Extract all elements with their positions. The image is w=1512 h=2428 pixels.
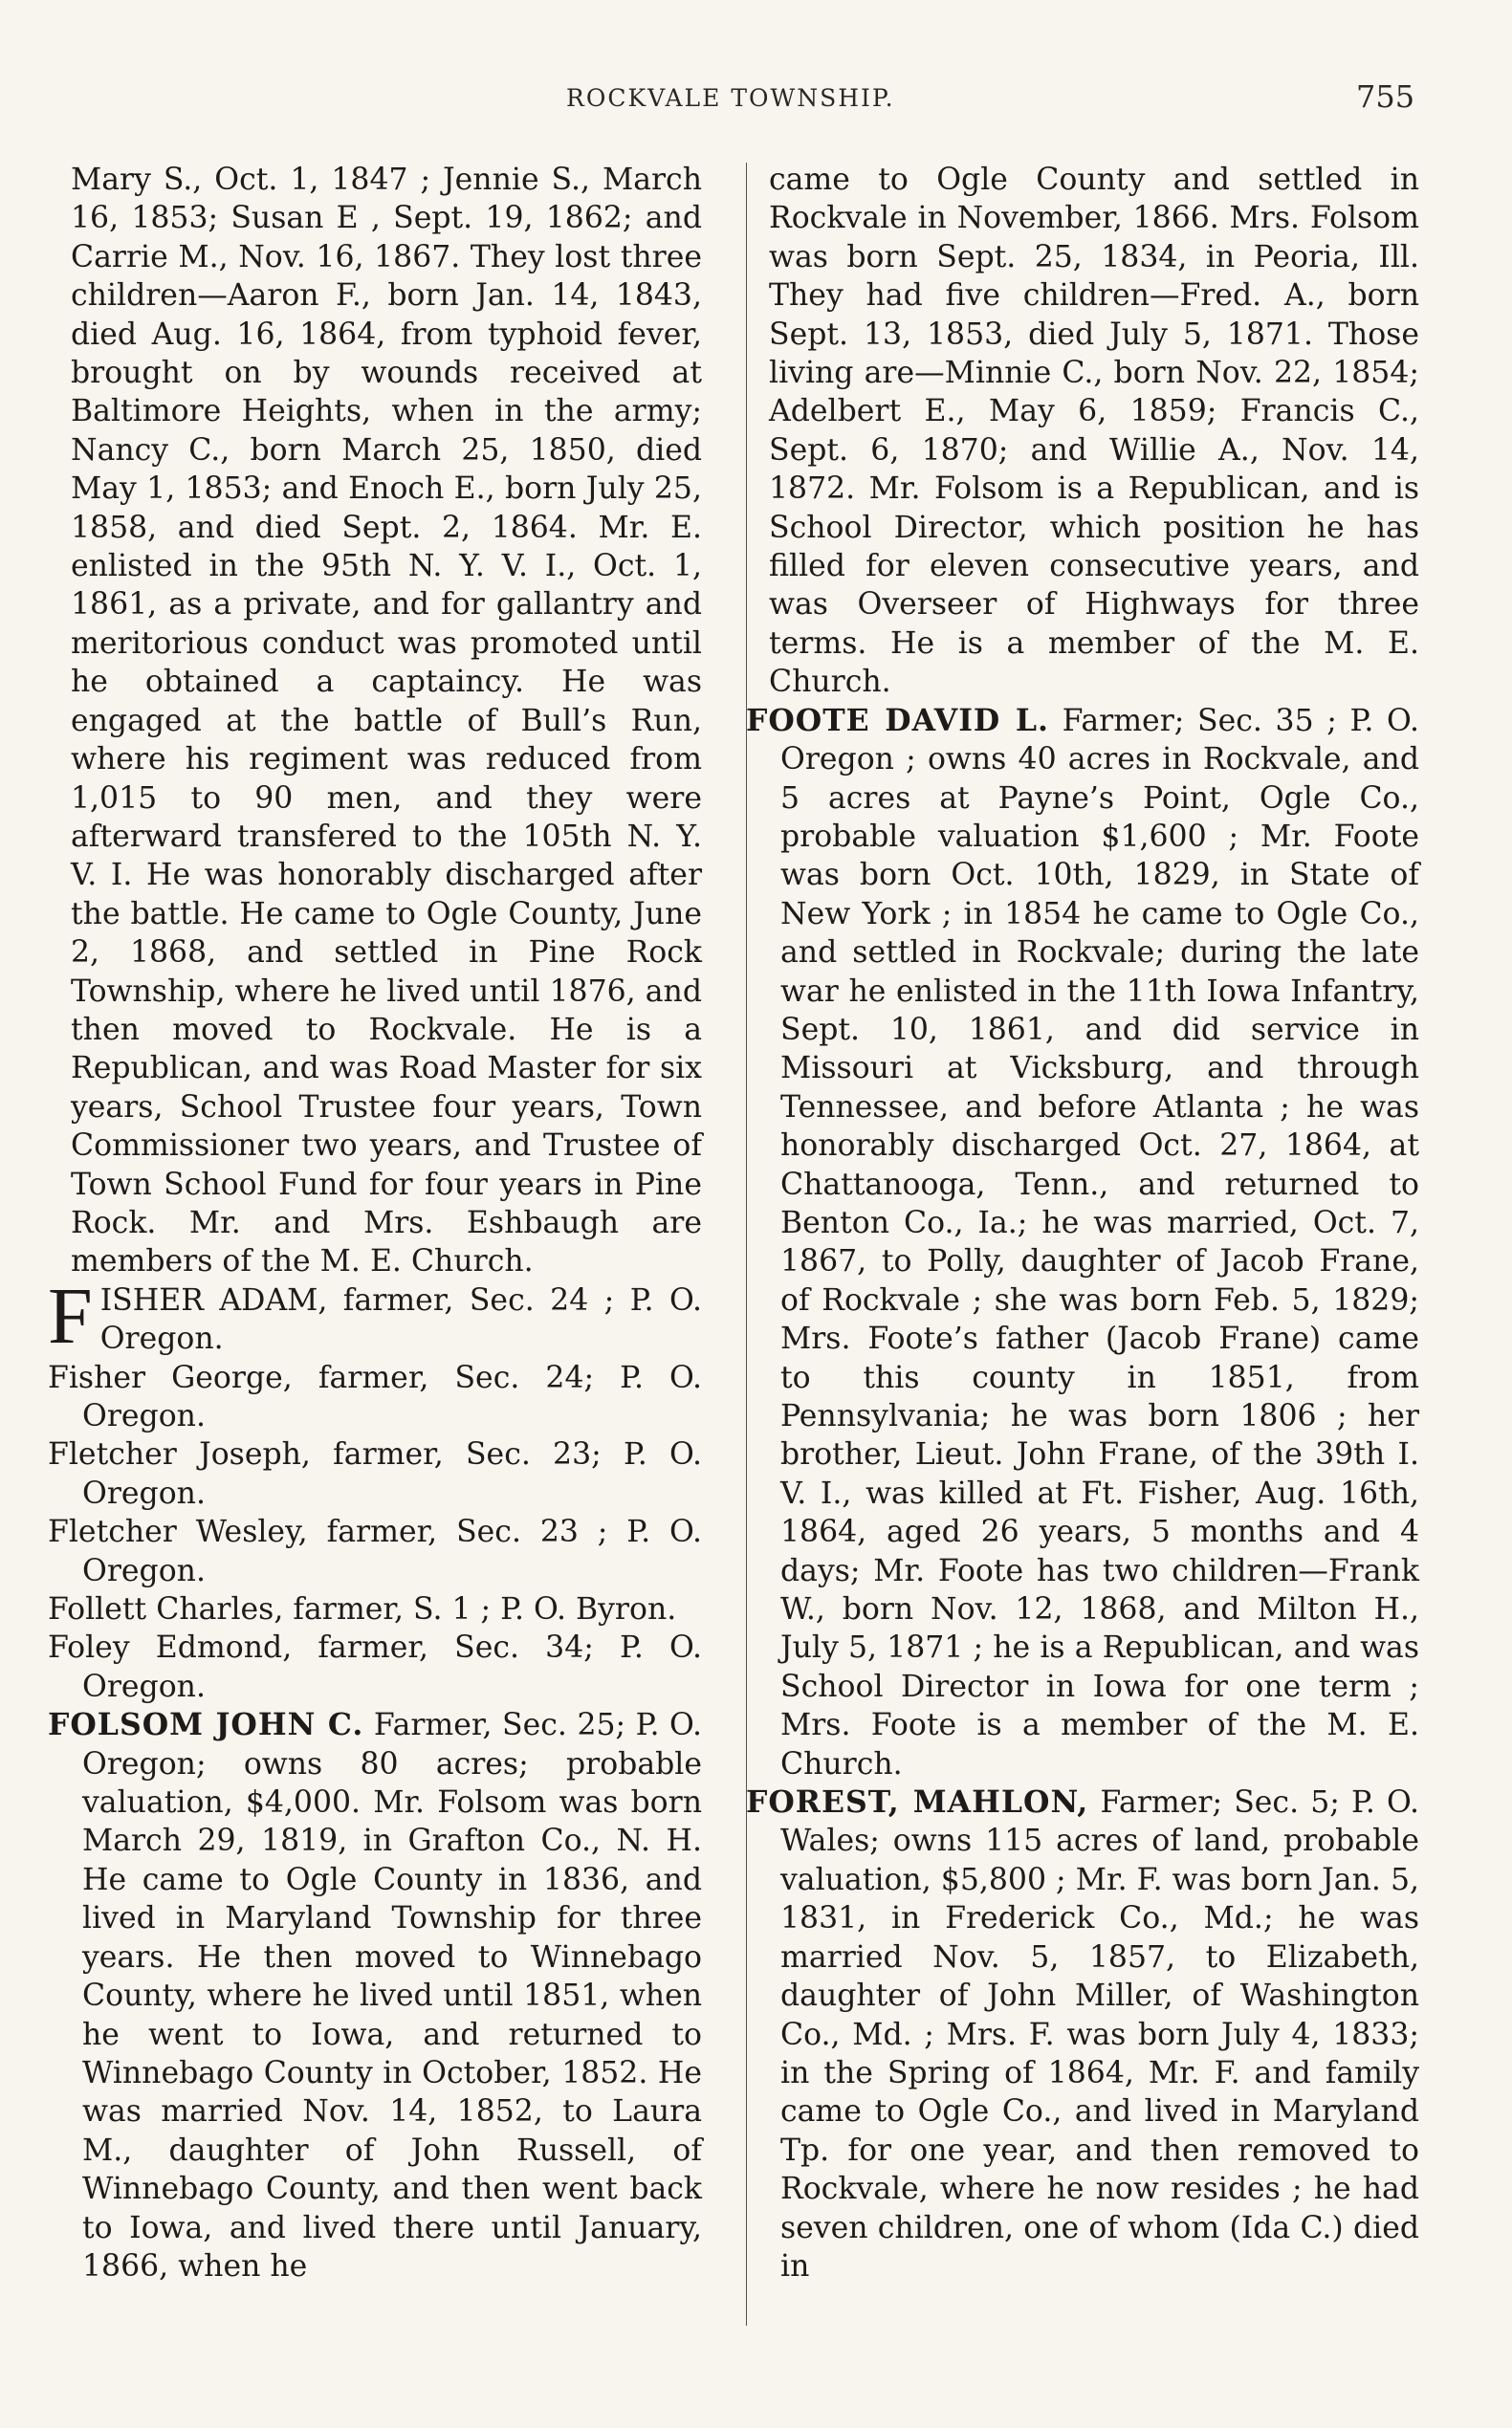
entry-text: Farmer, Sec. 25; P. O. Oregon; owns 80 acres; probable valuation, $4,000. Mr. Folsom was born March 29, 1819, in Grafton Co., N. H. He came to Ogle County in 1836, and lived in Maryland Township for three years. He then moved to Winnebago County, where he lived until 1851, when he went to Iowa, and returned to Winnebago County in October, 1852. He was married Nov. 14, 1852, to Laura M., daughter of John Russell, of Winnebago County, and then went back to Iowa, and lived there until January, 1866, when he <box>82 1708 702 2284</box>
entry-follett-charles: Follett Charles, farmer, S. 1 ; P. O. Byron. <box>48 1592 677 1628</box>
entry-text: Farmer; Sec. 35 ; P. O. Oregon ; owns 40 acres in Rockvale, and 5 acres at Payne’s Point, Ogle Co., probable valuation $1,600 ; Mr. Foote was born Oct. 10th, 1829, in State of New York ; in 1854 he came to Ogle Co., and settled in Rockvale; during the late war he enlisted in the 11th Iowa Infantry, Sept. 10, 1861, and did service in Missouri at Vicksburg, and through Tennessee, and before Atlanta ; he was honorably discharged Oct. 27, 1864, at Chattanooga, Tenn., and returned to Benton Co., Ia.; he was married, Oct. 7, 1867, to Polly, daughter of Jacob Frane, of Rockvale ; she was born Feb. 5, 1829; Mrs. Foote’s father (Jacob Frane) came to this county in 1851, from Pennsylvania; he was born 1806 ; her brother, Lieut. John Frane, of the 39th I. V. I., was killed at Ft. Fisher, Aug. 16th, 1864, aged 26 years, 5 months and 4 days; Mr. Foote has two children—Frank W., born Nov. 12, 1868, and Milton H., July 5, 1871 ; he is a Republican, and was School Director in Iowa for one term ; Mrs. Foote is a member of the M. E. Church. <box>780 703 1420 1782</box>
drop-cap-initial: F <box>48 1271 93 1361</box>
entry-fletcher-wesley: Fletcher Wesley, farmer, Sec. 23 ; P. O. Oregon. <box>48 1515 702 1588</box>
right-column <box>746 161 1420 2286</box>
left-column <box>48 161 702 2286</box>
entry-name: FOREST, MAHLON, <box>746 1784 1089 1821</box>
entry-fisher-adam <box>48 1271 702 1361</box>
entry-name: ISHER ADAM, <box>99 1282 328 1318</box>
entry-name: FOLSOM JOHN C. <box>48 1707 364 1743</box>
page-header <box>0 78 1512 122</box>
entry-fisher-george: Fisher George, farmer, Sec. 24; P. O. Oregon. <box>48 1360 702 1433</box>
entry-folsom-john <box>48 1706 702 2286</box>
entry-name: FOOTE DAVID L. <box>746 702 1049 738</box>
entry-fletcher-joseph: Fletcher Joseph, farmer, Sec. 23; P. O. Oregon. <box>48 1437 702 1511</box>
folsom-entry-continued: came to Ogle County and settled in Rockvale in November, 1866. Mrs. Folsom was born Sept. 25, 1834, in Peoria, Ill. They had five children—Fred. A., born Sept. 13, 1853, died July 5, 1871. Those living are—Minnie C., born Nov. 22, 1854; Adelbert E., May 6, 1859; Francis C., Sept. 6, 1870; and Willie A., Nov. 14, 1872. Mr. Folsom is a Republican, and is School Director, which position he has filled for eleven consecutive years, and was Overseer of Highways for three terms. He is a member of the M. E. Church. <box>769 163 1419 700</box>
entry-forest-mahlon <box>746 1783 1419 2286</box>
entry-foote-david <box>746 702 1419 1783</box>
page-number: 755 <box>1356 78 1415 115</box>
eshbaugh-entry-continued: Mary S., Oct. 1, 1847 ; Jennie S., March 16, 1853; Susan E , Sept. 19, 1862; and Carrie M., Nov. 16, 1867. They lost three children—Aaron F., born Jan. 14, 1843, died Aug. 16, 1864, from typhoid fever, brought on by wounds received at Baltimore Heights, when in the army; Nancy C., born March 25, 1850, died May 1, 1853; and Enoch E., born July 25, 1858, and died Sept. 2, 1864. Mr. E. enlisted in the 95th N. Y. V. I., Oct. 1, 1861, as a private, and for gallantry and meritorious conduct was promoted until he obtained a captaincy. He was engaged at the battle of Bull’s Run, where his regiment was reduced from 1,015 to 90 men, and they were afterward transfered to the 105th N. Y. V. I. He was honorably discharged after the battle. He came to Ogle County, June 2, 1868, and settled in Pine Rock Township, where he lived until 1876, and then moved to Rockvale. He is a Republican, and was Road Master for six years, School Trustee four years, Town Commissioner two years, and Trustee of Town School Fund for four years in Pine Rock. Mr. and Mrs. Eshbaugh are members of the M. E. Church. <box>71 163 702 1280</box>
entry-text: Farmer; Sec. 5; P. O. Wales; owns 115 acres of land, probable valuation, $5,800 ; Mr. F. was born Jan. 5, 1831, in Frederick Co., Md.; he was married Nov. 5, 1857, to Elizabeth, daughter of John Miller, of Washington Co., Md. ; Mrs. F. was born July 4, 1833; in the Spring of 1864, Mr. F. and family came to Ogle Co., and lived in Maryland Tp. for one year, and then removed to Rockvale, where he now resides ; he had seven children, one of whom (Ida C.) died in <box>780 1785 1419 2284</box>
entry-text: farmer, Sec. 24 ; P. O. Oregon. <box>99 1282 702 1357</box>
running-title: ROCKVALE TOWNSHIP. <box>566 84 895 112</box>
entry-foley-edmond: Foley Edmond, farmer, Sec. 34; P. O. Oregon. <box>48 1630 702 1704</box>
